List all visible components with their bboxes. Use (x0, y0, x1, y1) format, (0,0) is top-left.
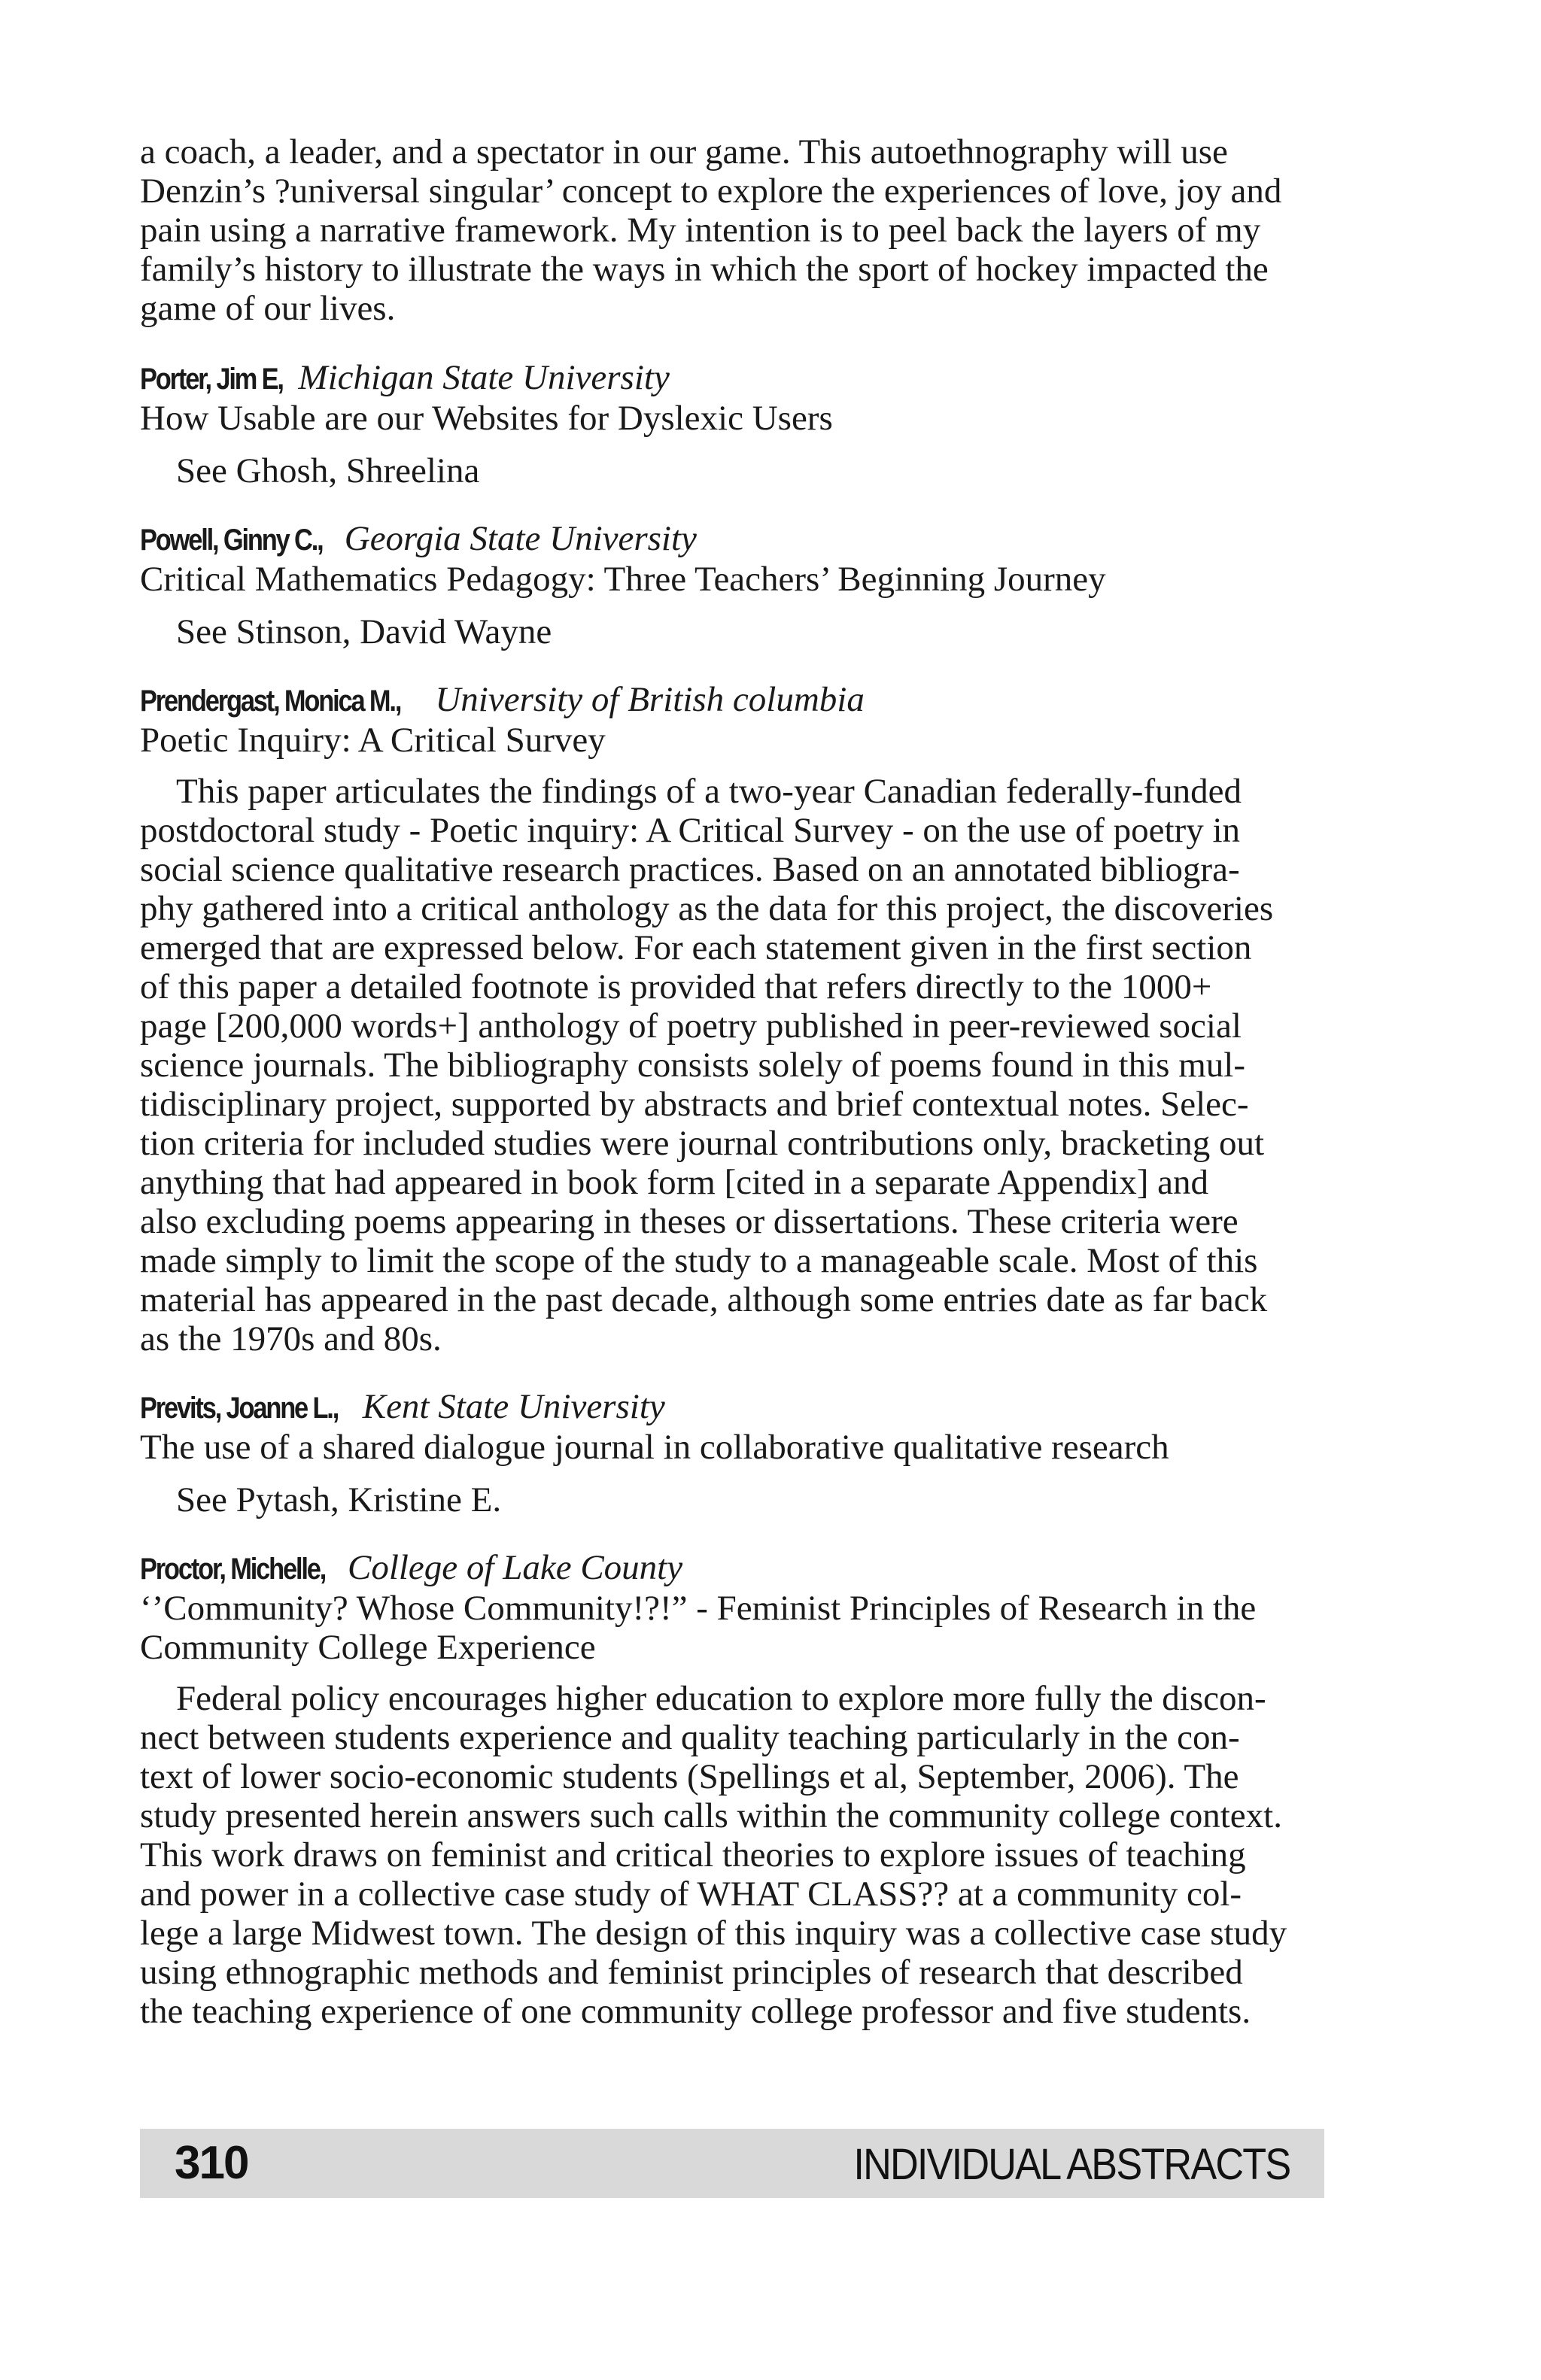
author-affiliation: Michigan State University (298, 358, 670, 397)
abstract-line: postdoctoral study - Poetic inquiry: A Critical Survey - on the use of poetry in (140, 811, 1241, 850)
paper-title (140, 1589, 1324, 1667)
paper-title: Poetic Inquiry: A Critical Survey (140, 721, 606, 760)
abstract-line: science journals. The bibliography consists solely of poems found in this mul- (140, 1046, 1245, 1085)
abstract-line: page [200,000 words+] anthology of poetry published in peer-reviewed social (140, 1006, 1242, 1046)
abstract-line: text of lower socio-economic students (Spellings et al, September, 2006). The (140, 1757, 1239, 1796)
intro-line: game of our lives. (140, 289, 396, 328)
abstract-entry-prendergast (140, 680, 1324, 1358)
page-number: 310 (175, 2137, 248, 2189)
paper-title: The use of a shared dialogue journal in collaborative qualitative research (140, 1428, 1169, 1467)
abstract-line: phy gathered into a critical anthology as the data for this project, the discoveries (140, 889, 1274, 928)
abstract-line: tidisciplinary project, supported by abstracts and brief contextual notes. Selec- (140, 1085, 1249, 1124)
entry-heading (140, 358, 1324, 399)
page-content (140, 132, 1324, 2060)
intro-line: Denzin’s ?universal singular’ concept to explore the experiences of love, joy and (140, 172, 1282, 211)
abstract-line: and power in a collective case study of WHAT CLASS?? at a community col- (140, 1875, 1242, 1914)
intro-line: a coach, a leader, and a spectator in our game. This autoethnography will use (140, 132, 1228, 172)
author-name: Powell, Ginny C., (140, 524, 323, 557)
abstract-line: study presented herein answers such calls within the community college context. (140, 1796, 1282, 1835)
abstract-entry-proctor (140, 1548, 1324, 2031)
running-section-title: INDIVIDUAL ABSTRACTS (853, 2140, 1290, 2189)
author-name: Porter, Jim E, (140, 363, 283, 396)
entry-heading (140, 1548, 1324, 1589)
intro-paragraph (140, 132, 1324, 328)
intro-line: pain using a narrative framework. My intention is to peel back the layers of my (140, 211, 1261, 250)
paper-title-line: ‘’Community? Whose Community!?!” - Feminist Principles of Research in the (140, 1589, 1257, 1628)
abstract-line: anything that had appeared in book form [cited in a separate Appendix] and (140, 1163, 1208, 1202)
author-affiliation: Kent State University (362, 1387, 665, 1426)
abstract-line: social science qualitative research practices. Based on an annotated bibliogra- (140, 850, 1240, 889)
abstract-line: made simply to limit the scope of the study to a manageable scale. Most of this (140, 1241, 1258, 1280)
abstract-entry-previts (140, 1387, 1324, 1519)
abstract-line: the teaching experience of one community college professor and five students. (140, 1992, 1251, 2031)
author-name: Previts, Joanne L., (140, 1392, 339, 1425)
author-name: Proctor, Michelle, (140, 1553, 326, 1586)
author-name: Prendergast, Monica M., (140, 685, 401, 718)
abstract-body (140, 772, 1324, 1358)
cross-reference: See Stinson, David Wayne (176, 612, 552, 651)
author-affiliation: Georgia State University (344, 519, 697, 558)
intro-line: family’s history to illustrate the ways in which the sport of hockey impacted the (140, 250, 1269, 289)
abstract-line: nect between students experience and quality teaching particularly in the con- (140, 1718, 1240, 1757)
paper-title: Critical Mathematics Pedagogy: Three Teachers’ Beginning Journey (140, 560, 1106, 599)
cross-reference: See Ghosh, Shreelina (176, 451, 480, 490)
abstract-line: material has appeared in the past decade, although some entries date as far back (140, 1280, 1268, 1319)
abstract-entry-powell (140, 519, 1324, 651)
abstract-body (140, 1679, 1324, 2031)
paper-title-line: Community College Experience (140, 1628, 596, 1667)
abstract-line: using ethnographic methods and feminist principles of research that described (140, 1953, 1243, 1992)
author-affiliation: College of Lake County (347, 1548, 683, 1587)
entry-heading (140, 680, 1324, 721)
author-affiliation: University of British columbia (435, 680, 865, 719)
abstract-line: lege a large Midwest town. The design of this inquiry was a collective case study (140, 1914, 1287, 1953)
cross-reference: See Pytash, Kristine E. (176, 1480, 502, 1519)
abstract-line: emerged that are expressed below. For each statement given in the first section (140, 928, 1252, 967)
abstract-line: also excluding poems appearing in theses or dissertations. These criteria were (140, 1202, 1239, 1241)
abstract-line: as the 1970s and 80s. (140, 1319, 442, 1358)
abstract-line: This paper articulates the findings of a two-year Canadian federally-funded (176, 772, 1242, 811)
entry-heading (140, 519, 1324, 560)
abstract-entry-porter (140, 358, 1324, 490)
abstract-line: Federal policy encourages higher education to explore more fully the discon- (176, 1679, 1266, 1718)
page-footer (140, 2129, 1324, 2198)
abstract-line: This work draws on feminist and critical theories to explore issues of teaching (140, 1835, 1246, 1875)
abstract-line: tion criteria for included studies were journal contributions only, bracketing out (140, 1124, 1265, 1163)
paper-title: How Usable are our Websites for Dyslexic Users (140, 399, 833, 438)
abstract-line: of this paper a detailed footnote is provided that refers directly to the 1000+ (140, 967, 1212, 1006)
entry-heading (140, 1387, 1324, 1428)
